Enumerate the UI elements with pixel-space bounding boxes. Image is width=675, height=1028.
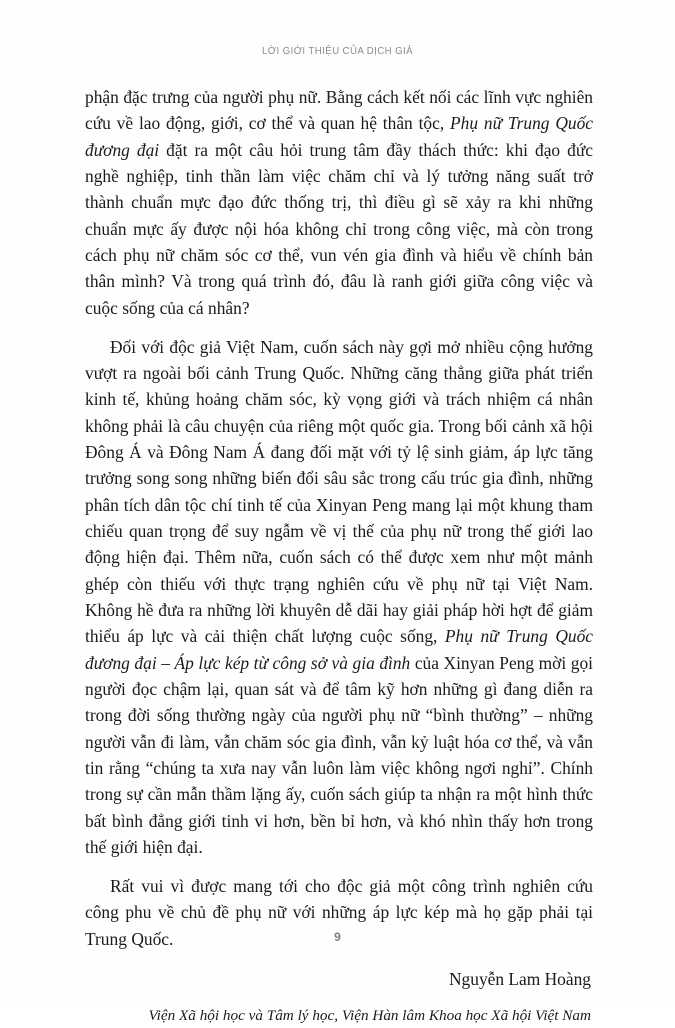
text-run: phận đặc trưng của người phụ nữ. Bằng cách kết nối các lĩnh vực nghiên cứu về lao động, giới, cơ thể và quan hệ thân tộc,: [85, 87, 593, 134]
book-title-italic: Phụ nữ Trung Quốc đương đại – Áp lực kép từ công sở và gia đình: [85, 626, 593, 673]
paragraph: [85, 334, 593, 861]
text-run: đặt ra một câu hỏi trung tâm đầy thách thức: khi đạo đức nghề nghiệp, tinh thần làm việc chăm chỉ và lý tưởng năng suất trở thành chuẩn mực đạo đức thống trị, thì điều gì sẽ xảy ra khi những chuẩn mực ấy được nội hóa không chỉ trong công việc, mà còn trong cách phụ nữ chăm sóc cơ thể, vun vén gia đình và hiểu về chính bản thân mình? Và trong quá trình đó, đâu là ranh giới giữa công việc và cuộc sống của cá nhân?: [85, 139, 594, 318]
paragraph-list: [85, 84, 593, 952]
author-affiliation: Viện Xã hội học và Tâm lý học, Viện Hàn lâm Khoa học Xã hội Việt Nam: [148, 1007, 591, 1025]
text-run: của Xinyan Peng mời gọi người đọc chậm lại, quan sát và để tâm kỹ hơn những gì đang diễn ra trong đời sống thường ngày của người phụ nữ “bình thường” – những người vẫn đi làm, vẫn chăm sóc gia đình, vẫn kỷ luật hóa cơ thể, và vẫn tin rằng “chúng ta xưa nay vẫn luôn làm việc không ngơi nghỉ”. Chính trong sự cần mẫn thầm lặng ấy, cuốn sách giúp ta nhận ra một hình thức bất bình đẳng giới tinh vi hơn, bền bỉ hơn, và khó nhìn thấy hơn trong thế giới hiện đại.: [85, 652, 593, 858]
text-block: [85, 84, 593, 1028]
paragraph: [85, 84, 593, 321]
book-title-italic: Phụ nữ Trung Quốc đương đại: [85, 113, 593, 160]
text-run: Đối với độc giả Việt Nam, cuốn sách này gợi mở nhiều cộng hưởng vượt ra ngoài bối cảnh Trung Quốc. Những căng thẳng giữa phát triển kinh tế, khủng hoảng chăm sóc, kỳ vọng giới và trách nhiệm cá nhân không phải là câu chuyện của riêng một quốc gia. Trong bối cảnh xã hội Đông Á và Đông Nam Á đang đối mặt với tỷ lệ sinh giảm, áp lực tăng trưởng song song những biến đổi sâu sắc trong cấu trúc gia đình, những phân tích dân tộc chí tinh tế của Xinyan Peng mang lại một khung tham chiếu quan trọng để suy ngẫm về vị thế của phụ nữ trong thế giới lao động hiện đại. Thêm nữa, cuốn sách có thể được xem như một mảnh ghép còn thiếu với thực trạng nghiên cứu về phụ nữ tại Việt Nam. Không hề đưa ra những lời khuyên dễ dãi hay giải pháp hời hợt để giảm thiểu áp lực và cải thiện chất lượng cuộc sống,: [85, 336, 593, 647]
page-number: 9: [334, 930, 341, 944]
text-run: Rất vui vì được mang tới cho độc giả một công trình nghiên cứu công phu về chủ đề phụ nữ với những áp lực kép mà họ gặp phải tại Trung Quốc.: [85, 875, 593, 949]
running-head: LỜI GIỚI THIỆU CỦA DỊCH GIẢ: [261, 45, 414, 57]
author-signature: Nguyễn Lam Hoàng: [449, 969, 591, 989]
